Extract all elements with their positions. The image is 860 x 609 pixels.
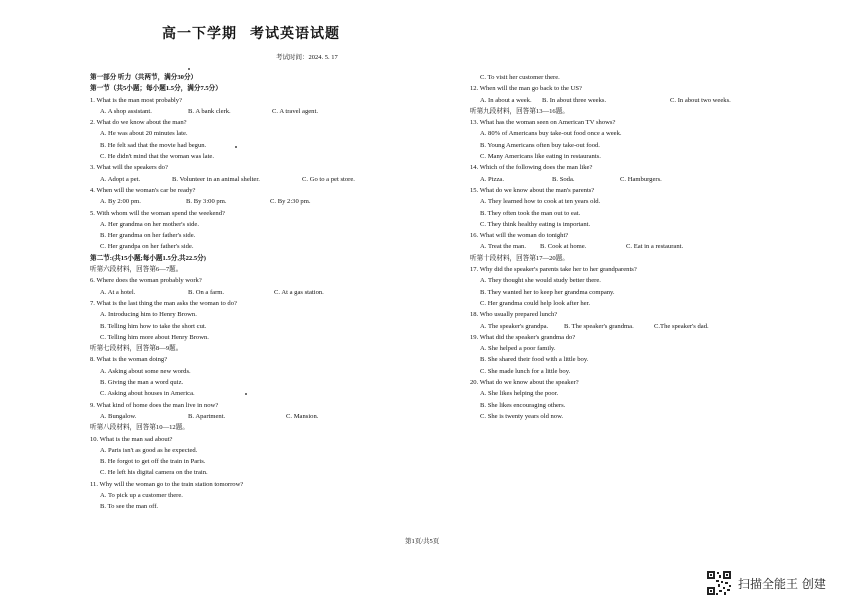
question-text: 19. What did the speaker's grandma do? xyxy=(470,333,576,341)
answer-option: C. Eat in a restaurant. xyxy=(626,243,684,251)
answer-option: B. Apartment. xyxy=(188,412,226,420)
answer-option: B. He felt sad that the movie had begun. xyxy=(100,141,207,149)
answer-option: C. In about two weeks. xyxy=(670,96,731,104)
answer-option: A. By 2:00 pm. xyxy=(100,198,141,206)
answer-option: A. Introducing him to Henry Brown. xyxy=(100,311,197,319)
right-column xyxy=(470,72,800,422)
answer-option: B. They wanted her to keep her grandma company. xyxy=(480,288,615,296)
answer-option: C. Many Americans like eating in restaurants. xyxy=(480,153,601,161)
question-text: 听第七段材料，回答第8—9题。 xyxy=(90,345,183,353)
answer-option: C. She made lunch for a little boy. xyxy=(480,367,571,375)
answer-option: A. They thought she would study better there. xyxy=(480,277,601,285)
answer-option: A. Asking about some new words. xyxy=(100,367,191,375)
question-text: 12. When will the man go back to the US? xyxy=(470,85,582,93)
answer-option: A. Pizza. xyxy=(480,175,504,183)
answer-option: A. In about a week. xyxy=(480,96,532,104)
answer-options-row xyxy=(90,174,445,185)
exam-title-grade: 高一下学期 xyxy=(162,27,237,42)
answer-option: C. Asking about houses in America. xyxy=(100,390,195,398)
answer-option: C. He didn't mind that the woman was late. xyxy=(100,153,214,161)
question-text: 2. What do we know about the man? xyxy=(90,119,187,127)
answer-option: B. He forgot to get off the train in Paris. xyxy=(100,458,206,466)
scan-speck xyxy=(245,393,247,395)
answer-option: C. To visit her customer there. xyxy=(480,74,560,81)
question-text: 13. What has the woman seen on American TV shows? xyxy=(470,119,616,127)
answer-option: C. At a gas station. xyxy=(274,288,324,296)
left-column xyxy=(90,72,445,513)
question-text: 5. With whom will the woman spend the weekend? xyxy=(90,209,225,217)
question-text: 1. What is the man most probably? xyxy=(90,96,182,104)
answer-options-row xyxy=(470,174,800,185)
answer-option: B. She likes encouraging others. xyxy=(480,401,566,409)
answer-option: B. Young Americans often buy take-out food. xyxy=(480,141,600,149)
answer-option: A. Adopt a pet. xyxy=(100,175,141,183)
answer-option: B. She shared their food with a little boy. xyxy=(480,356,589,364)
question-text: 10. What is the man sad about? xyxy=(90,435,173,443)
answer-option: C. Hamburgers. xyxy=(620,175,662,183)
question-text: 16. What will the woman do tonight? xyxy=(470,232,569,240)
scan-speck xyxy=(188,68,190,70)
answer-option: B. The speaker's grandma. xyxy=(564,322,634,330)
question-text: 3. What will the speakers do? xyxy=(90,164,168,172)
answer-option: C. They think healthy eating is important. xyxy=(480,220,591,228)
answer-option: A. Treat the man. xyxy=(480,243,526,251)
answer-option: B. By 3:00 pm. xyxy=(186,198,227,206)
answer-option: B. In about three weeks. xyxy=(542,96,607,104)
answer-option: A. The speaker's grandpa. xyxy=(480,322,549,330)
page-header xyxy=(0,20,860,70)
answer-option: C. A travel agent. xyxy=(272,107,318,115)
section-heading: 第一部分 听力（共两节，满分30分） xyxy=(90,74,198,81)
question-text: 11. Why will the woman go to the train station tomorrow? xyxy=(90,480,244,488)
answer-options-row xyxy=(90,411,445,422)
answer-option: C. Mansion. xyxy=(286,412,319,420)
question-text: 18. Who usually prepared lunch? xyxy=(470,311,558,319)
question-text: 17. Why did the speaker's parents take her to her grandparents? xyxy=(470,266,637,274)
answer-option: B. A bank clerk. xyxy=(188,107,231,115)
answer-option: C. She is twenty years old now. xyxy=(480,412,564,420)
answer-option: C. Telling him more about Henry Brown. xyxy=(100,333,209,341)
answer-option: A. She likes helping the poor. xyxy=(480,390,559,398)
answer-options-row xyxy=(90,106,445,117)
answer-option: C. Her grandpa on her father's side. xyxy=(100,243,194,251)
answer-option: A. To pick up a customer there. xyxy=(100,491,183,499)
answer-option: B. On a farm. xyxy=(188,288,225,296)
question-text: 15. What do we know about the man's parents? xyxy=(470,186,595,194)
answer-option: A. She helped a poor family. xyxy=(480,345,556,353)
answer-option: B. Telling him how to take the short cut. xyxy=(100,322,207,330)
scanner-watermark xyxy=(706,569,826,597)
answer-option: B. Volunteer in an animal shelter. xyxy=(172,175,260,183)
question-text: 听第十段材料，回答第17—20题。 xyxy=(470,254,569,262)
scanner-label: 扫描全能王 创建 xyxy=(738,576,826,591)
question-text: 4. When will the woman's car be ready? xyxy=(90,186,196,194)
answer-option: A. He was about 20 minutes late. xyxy=(100,130,188,138)
answer-options-row xyxy=(90,196,445,207)
question-text: 8. What is the woman doing? xyxy=(90,356,168,364)
question-text: 听第九段材料，回答第13—16题。 xyxy=(470,107,569,115)
question-text: 听第六段材料，回答第6—7题。 xyxy=(90,266,183,274)
answer-option: C. By 2:30 pm. xyxy=(270,198,311,206)
scan-speck xyxy=(235,146,237,148)
answer-options-row xyxy=(470,321,800,332)
answer-option: A. At a hotel. xyxy=(100,288,136,296)
page-number: 第1页/共5页 xyxy=(405,538,440,545)
question-text: 听第八段材料，回答第10—12题。 xyxy=(90,424,189,432)
answer-option: B. Cook at home. xyxy=(540,243,587,251)
answer-option: A. Paris isn't as good as he expected. xyxy=(100,446,198,454)
answer-option: A. Bungalow. xyxy=(100,412,137,420)
question-text: 20. What do we know about the speaker? xyxy=(470,379,579,387)
answer-option: C. He left his digital camera on the train. xyxy=(100,469,208,477)
answer-options-row xyxy=(470,241,800,252)
question-text: 9. What kind of home does the man live in now? xyxy=(90,401,219,409)
exam-title-subject: 考试英语试题 xyxy=(250,27,340,42)
section-heading: 第二节:(共15小题;每小题1.5分,共22.5分) xyxy=(90,254,206,262)
answer-option: C. Her grandma could help look after her. xyxy=(480,299,591,307)
answer-option: C. Go to a pet store. xyxy=(302,175,355,183)
question-text: 14. Which of the following does the man like? xyxy=(470,164,593,172)
answer-options-row xyxy=(470,95,800,106)
answer-option: A. 80% of Americans buy take-out food once a week. xyxy=(480,130,622,138)
answer-option: B. They often took the man out to eat. xyxy=(480,209,581,217)
section-heading: 第一节（共5小题；每小题1.5分，满分7.5分） xyxy=(90,85,222,93)
exam-time: 考试时间：2024. 5. 17 xyxy=(276,54,338,61)
qr-code-icon xyxy=(706,570,732,596)
question-text: 7. What is the last thing the man asks the woman to do? xyxy=(90,299,237,307)
question-text: 6. Where does the woman probably work? xyxy=(90,277,202,285)
answer-options-row xyxy=(90,287,445,298)
answer-option: B. Giving the man a word quiz. xyxy=(100,379,184,387)
answer-option: B. Her grandma on her father's side. xyxy=(100,232,196,240)
answer-option: B. To see the man off. xyxy=(100,503,159,511)
answer-option: C.The speaker's dad. xyxy=(654,322,709,330)
answer-option: A. They learned how to cook at ten years old. xyxy=(480,198,601,206)
answer-option: A. Her grandma on her mother's side. xyxy=(100,220,199,228)
answer-option: B. Soda. xyxy=(552,175,575,183)
answer-option: A. A shop assistant. xyxy=(100,107,152,115)
